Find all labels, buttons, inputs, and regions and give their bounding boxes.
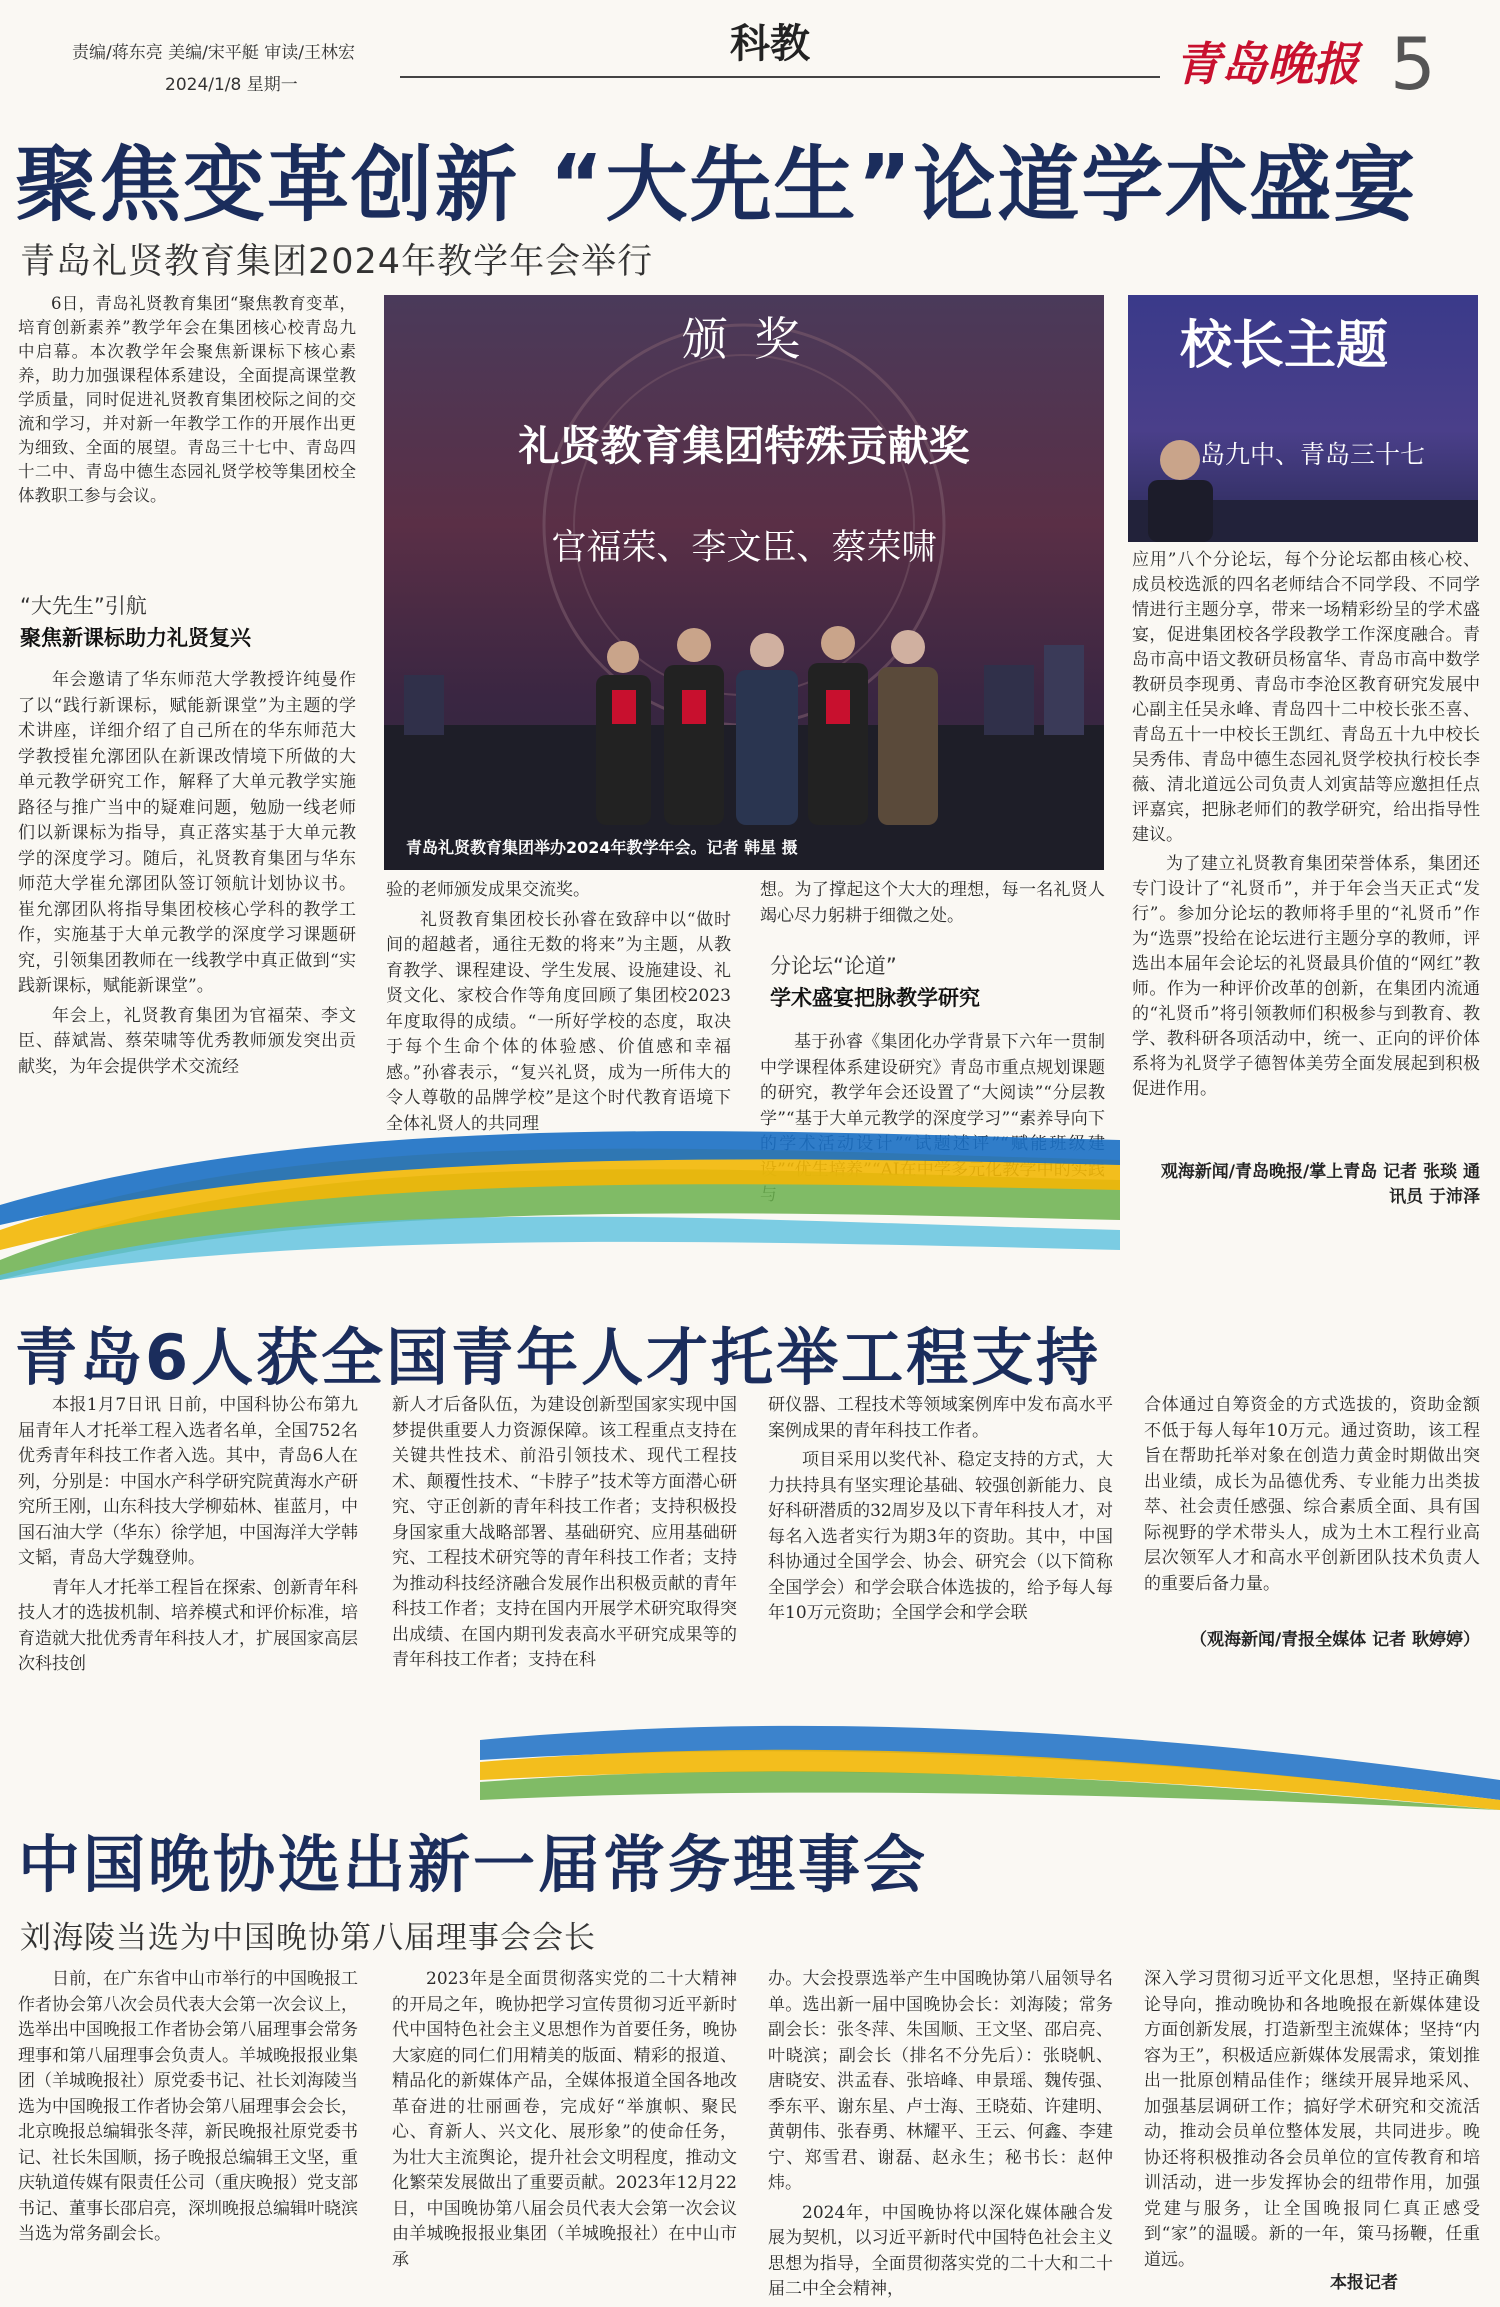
decorative-ribbon-top xyxy=(0,1110,1500,1280)
article2-col2: 新人才后备队伍，为建设创新型国家实现中国梦提供重要人力资源保障。该工程重点支持在关键共性技术、前沿引领技术、现代工程技术、颠覆性技术、“卡脖子”技术等方面潜心研究、守正创新的青年科技工作者；支持积极投身国家重大战略部署、基础研究、应用基础研究、工程技术研究等的青年科技工作者；支持为推动科技经济融合发展作出积极贡献的青年科技工作者；支持在国内开展学术研究取得突出成绩、在国内期刊发表高水平研究成果等的青年科技工作者；支持在科 xyxy=(392,1395,737,1670)
award-photo-caption: 青岛礼贤教育集团举办2024年教学年会。记者 韩星 摄 xyxy=(406,838,798,857)
article3-col3: 办。大会投票选举产生中国晚协第八届领导名单。选出新一届中国晚协会长：刘海陵；常务副会长：张冬萍、朱国顺、王文坚、邵启亮、叶晓滨；副会长（排名不分先后）：张晓帆、唐晓安、洪孟春、张培峰、申景瑶、魏传强、季东平、谢东星、卢士海、王晓茹、许建明、黄朝伟、张春勇、林耀平、王云、何鑫、李建宁、郑雪君、谢磊、赵永生；秘书长：赵仲炜。 2024年，中国晚协将以深化媒体融合发展为契机，以习近平新时代中国特色社会主义思想为指导，全面贯彻落实党的二十大和二十届二中全会精神， xyxy=(768,1969,1113,2299)
section1-title: 聚焦新课标助力礼贤复兴 xyxy=(20,626,251,650)
section2-title: 学术盛宴把脉教学研究 xyxy=(770,986,980,1010)
article2-byline: （观海新闻/青报全媒体 记者 耿婷婷） xyxy=(1189,1630,1480,1650)
article2-col3: 研仪器、工程技术等领域案例库中发布高水平案例成果的青年科技工作者。 项目采用以奖代补、稳定支持的方式，大力扶持具有坚实理论基础、较强创新能力、良好科研潜质的32周岁及以下青年科技人才，对每名入选者实行为期3年的资助。其中，中国科协通过全国学会、协会、研究会（以下简称全国学会）和学会联合体选拔的，给予每人每年10万元资助；全国学会和学会联 xyxy=(768,1395,1113,1623)
issue-date: 2024/1/8 星期一 xyxy=(165,75,298,95)
award-photo-title: 颁 奖 xyxy=(681,312,807,366)
decorative-ribbon-bottom xyxy=(0,1700,1500,1810)
article1-subheadline: 青岛礼贤教育集团2024年教学年会举行 xyxy=(20,242,654,282)
award-photo xyxy=(384,295,1104,870)
award-photo-art xyxy=(384,295,1104,870)
article1-headline: 聚焦变革创新 “大先生”论道学术盛宴 xyxy=(15,138,1418,233)
article1-col4: 应用”八个分论坛，每个分论坛都由核心校、成员校选派的四名老师结合不同学段、不同学情进行主题分享，带来一场精彩纷呈的学术盛宴，促进集团校各学段教学工作深度融合。青岛市高中语文教研员杨富华、青岛市高中数学教研员李现勇、青岛市李沧区教育研究发展中心副主任吴永峰、青岛四十二中校长张丕喜、青岛五十一中校长王凯红、青岛五十九中校长吴秀伟、青岛中德生态园礼贤学校执行校长李薇、清北道远公司负责人刘寅喆等应邀担任点评嘉宾，把脉老师们的教学研究，给出指导性建议。 为了建立礼贤教育集团荣誉体系，集团还专门设计了“礼贤币”，并于年会当天正式“发行”。参加分论坛的教师将手里的“礼贤币”作为“选票”投给在论坛进行主题分享的教师，评选出本届年会论坛的礼贤最具价值的“网红”教师。作为一种评价改革的创新，在集团内流通的“礼贤币”将引领教师们积极参与到教育、教学、教科研各项活动中，统一、正向的评价体系将为礼贤学子德智体美劳全面发展起到积极促进作用。 xyxy=(1132,550,1480,1099)
principal-photo xyxy=(1128,295,1478,542)
article3-byline: 本报记者 xyxy=(1330,2273,1398,2293)
article1-byline: 观海新闻/青岛晚报/掌上青岛 记者 张琰 通讯员 于沛泽 xyxy=(1160,1162,1480,1207)
article2-col4: 合体通过自筹资金的方式选拔的，资助金额不低于每人每年10万元。通过资助，该工程旨在帮助托举对象在创造力黄金时期做出突出业绩，成长为品德优秀、专业能力出类拔萃、社会责任感强、综合素质全面、具有国际视野的学术带头人，成为土木工程行业高层次领军人才和高水平创新团队技术负责人的重要后备力量。 xyxy=(1144,1395,1480,1594)
article3-headline: 中国晚协选出新一届常务理事会 xyxy=(18,1828,929,1901)
article1-lead: 6日，青岛礼贤教育集团“聚焦教育变革，培育创新素养”教学年会在集团核心校青岛九中启幕。本次教学年会聚焦新课标下核心素养，助力加强课程体系建设，全面提高课堂教学质量，同时促进礼贤教育集团校际之间的交流和学习，并对新一年教学工作的开展作出更为细致、全面的展望。青岛三十七中、青岛四十二中、青岛中德生态园礼贤学校等集团校全体教职工参与会议。 xyxy=(18,294,356,505)
principal-photo-line: 岛九中、青岛三十七 xyxy=(1200,440,1426,469)
article1-col3b: 基于孙睿《集团化办学背景下六年一贯制中学课程体系建设研究》青岛市重点规划课题的研究，教学年会还设置了“大阅读”“分层教学”“基于大单元教学的深度学习”“素养导向下 xyxy=(760,1032,1105,1129)
article3-col1: 日前，在广东省中山市举行的中国晚报工作者协会第八次会员代表大会第一次会议上，选举出中国晚报工作者协会第八届理事会常务理事和第八届理事会负责人。羊城晚报报业集团（羊城晚报社）原党委书记、社长刘海陵当选为中国晚报工作者协会第八届理事会会长，北京晚报总编辑张冬萍，新民晚报社原党委书记、社长朱国顺，扬子晚报总编辑王文坚，重庆轨道传媒有限责任公司（重庆晚报）党支部书记、董事长邵启亮，深圳晚报总编辑叶晓滨当选为常务副会长。 xyxy=(18,1969,358,2244)
section2-kicker: 分论坛“论道” xyxy=(770,954,897,978)
header-rule xyxy=(400,76,1160,78)
article1-col2: 验的老师颁发成果交流奖。 礼贤教育集团校长孙睿在致辞中以“做时间的超越者，通往无数的将来”为主题，从教育教学、课程建设、学生发展、设施建设、礼贤文化、家校合作等角度回顾了集团校2023年度取得的成绩。“一所好学校的态度，取决于每个生命个体的体验感、价值感和幸福感。”孙睿表示，“复兴礼贤，成为一所伟大的令人尊敬的品牌学校”是这个时代教育语境下全体礼贤人的共同理 xyxy=(386,880,731,1134)
award-photo-names: 官福荣、李文臣、蔡荣啸 xyxy=(551,528,937,568)
section-name: 科教 xyxy=(730,21,810,67)
paper-logo: 青岛晚报 xyxy=(1175,37,1359,91)
editor-credits: 责编/蒋东亮 美编/宋平艇 审读/王林宏 xyxy=(72,43,355,63)
article2-col1: 本报1月7日讯 日前，中国科协公布第九届青年人才托举工程入选者名单，全国752名优秀青年科技工作者入选。其中，青岛6人在列，分别是：中国水产科学研究院黄海水产研究所王刚，山东科技大学柳茹林、崔蓝月，中国石油大学（华东）徐学旭，中国海洋大学韩文韬，青岛大学魏登帅。 青年人才托举工程旨在探索、创新青年科技人才的选拔机制、培养模式和评价标准，培育造就大批优秀青年科技人才，扩展国家高层次科技创 xyxy=(18,1395,358,1674)
article2-headline: 青岛6人获全国青年人才托举工程支持 xyxy=(15,1321,1102,1394)
article1-col3: 想。为了撑起这个大大的理想，每一名礼贤人竭心尽力躬耕于细微之处。 xyxy=(760,880,1105,926)
page-number: 5 xyxy=(1390,22,1436,106)
section1-kicker: “大先生”引航 xyxy=(20,594,147,618)
award-photo-award: 礼贤教育集团特殊贡献奖 xyxy=(518,422,970,470)
article3-col4: 深入学习贯彻习近平文化思想，坚持正确舆论导向，推动晚协和各地晚报在新媒体建设方面创新发展，打造新型主流媒体；坚持“内容为王”，积极适应新媒体发展需求，策划推出一批原创精品佳作；继续开展异地采风、加强基层调研工作；搞好学术研究和交流活动，推动会员单位整体发展，共同进步。晚协还将积极推动各会员单位的宣传教育和培训活动，进一步发挥协会的纽带作用，加强党建与服务，让全国晚报同仁真正感受到“家”的温暖。新的一年，策马扬鞭，任重道远。 xyxy=(1144,1969,1480,2270)
article1-col1: 年会邀请了华东师范大学教授许纯曼作了以“践行新课标，赋能新课堂”为主题的学术讲座，详细介绍了自己所在的华东师范大学教授崔允漷团队在新课改情境下所做的大单元教学研究工作，解释了大单元教学实施路径与推广当中的疑难问题，勉励一线老师们以新课标为指导，真正落实基于大单元教学的深度学习。随后，礼贤教育集团与华东师范大学崔允漷团队签订领航计划协议书。崔允漷团队将指导集团校核心学科的教学工作，实施基于大单元教学的深度学习课题研究，引领集团教师在一线教学中真正做到“实践新课标，赋能新课堂”。 年会上，礼贤教育集团为官福荣、李文臣、薛斌嵩、蔡荣啸等优秀教师颁发突出贡献奖，为年会提供学术交流经 xyxy=(18,670,356,1077)
article3-subheadline: 刘海陵当选为中国晚协第八届理事会会长 xyxy=(20,1920,596,1956)
principal-photo-title: 校长主题 xyxy=(1180,316,1389,376)
article3-col2: 2023年是全面贯彻落实党的二十大精神的开局之年，晚协把学习宣传贯彻习近平新时代中国特色社会主义思想作为首要任务，晚协大家庭的同仁们用精美的版面、精彩的报道、精品化的新媒体产品，全媒体报道全国各地改革奋进的壮丽画卷，完成好“举旗帜、聚民心、育新人、兴文化、展形象”的使命任务，为壮大主流舆论，提升社会文明程度，推动文化繁荣发展做出了重要贡献。2023年12月22日，中国晚协第八届会员代表大会第一次会议由羊城晚报报业集团（羊城晚报社）在中山市承 xyxy=(392,1969,737,2270)
